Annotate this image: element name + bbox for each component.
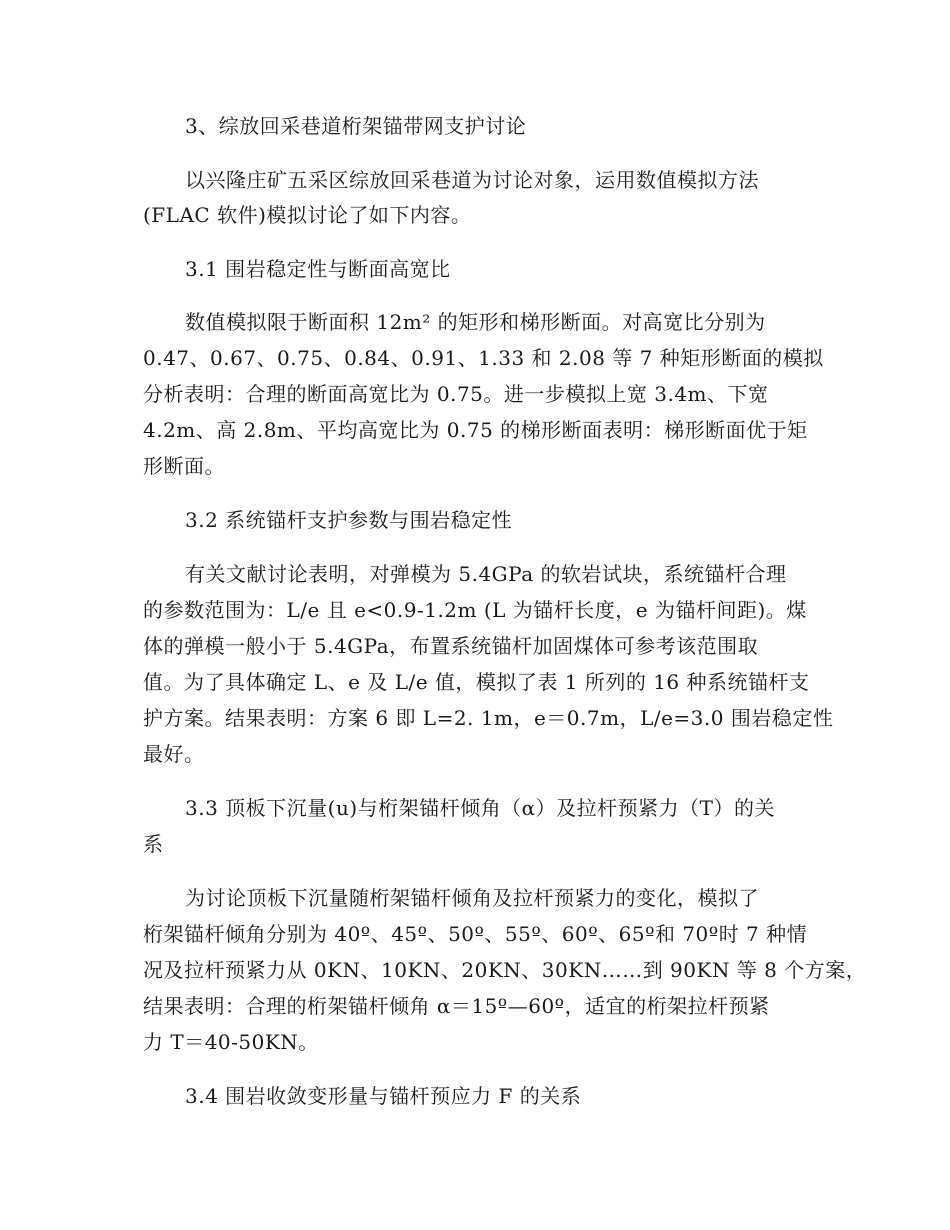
s31-line-1: 数值模拟限于断面积 12m² 的矩形和梯形断面。对高宽比分别为 — [185, 310, 766, 334]
s32-line-6: 最好。 — [143, 742, 205, 766]
s32-line-1: 有关文献讨论表明，对弹模为 5.4GPa 的软岩试块，系统锚杆合理 — [185, 562, 787, 586]
s32-line-5: 护方案。结果表明：方案 6 即 L=2. 1m，e＝0.7m，L/e=3.0 围岩稳定性 — [143, 706, 834, 730]
section-3-3-heading-line-2: 系 — [143, 832, 164, 856]
intro-line-2: (FLAC 软件)模拟讨论了如下内容。 — [143, 203, 472, 227]
s31-line-4: 4.2m、高 2.8m、平均高宽比为 0.75 的梯形断面表明：梯形断面优于矩 — [143, 418, 808, 442]
s32-line-4: 值。为了具体确定 L、e 及 L/e 值，模拟了表 1 所列的 16 种系统锚杆支 — [143, 670, 810, 694]
section-3-3-heading-line-1: 3.3 顶板下沉量(u)与桁架锚杆倾角（α）及拉杆预紧力（T）的关 — [185, 796, 775, 820]
section-3-4-heading: 3.4 围岩收敛变形量与锚杆预应力 F 的关系 — [185, 1084, 582, 1108]
intro-line-1: 以兴隆庄矿五采区综放回采巷道为讨论对象，运用数值模拟方法 — [185, 168, 759, 192]
s33-line-2: 桁架锚杆倾角分别为 40º、45º、50º、55º、60º、65º和 70º时 7 种情 — [143, 922, 808, 946]
s32-line-3: 体的弹模一般小于 5.4GPa，布置系统锚杆加固煤体可参考该范围取 — [143, 634, 759, 658]
s33-line-5: 力 T＝40-50KN。 — [143, 1030, 319, 1054]
s31-line-3: 分析表明：合理的断面高宽比为 0.75。进一步模拟上宽 3.4m、下宽 — [143, 382, 769, 406]
s33-line-3: 况及拉杆预紧力从 0KN、10KN、20KN、30KN……到 90KN 等 8 个方案， — [143, 958, 867, 982]
section-3-2-heading: 3.2 系统锚杆支护参数与围岩稳定性 — [185, 508, 513, 532]
section-3-heading: 3、综放回采巷道桁架锚带网支护讨论 — [185, 114, 527, 138]
section-3-1-heading: 3.1 围岩稳定性与断面高宽比 — [185, 257, 451, 281]
s31-line-2: 0.47、0.67、0.75、0.84、0.91、1.33 和 2.08 等 7 种矩形断面的模拟 — [143, 346, 824, 370]
s33-line-1: 为讨论顶板下沉量随桁架锚杆倾角及拉杆预紧力的变化，模拟了 — [185, 886, 759, 910]
s33-line-4: 结果表明：合理的桁架锚杆倾角 α＝15º—60º，适宜的桁架拉杆预紧 — [143, 994, 770, 1018]
s31-line-5: 形断面。 — [143, 454, 225, 478]
s32-line-2: 的参数范围为：L/e 且 e<0.9-1.2m (L 为锚杆长度，e 为锚杆间距)。煤 — [143, 598, 807, 622]
